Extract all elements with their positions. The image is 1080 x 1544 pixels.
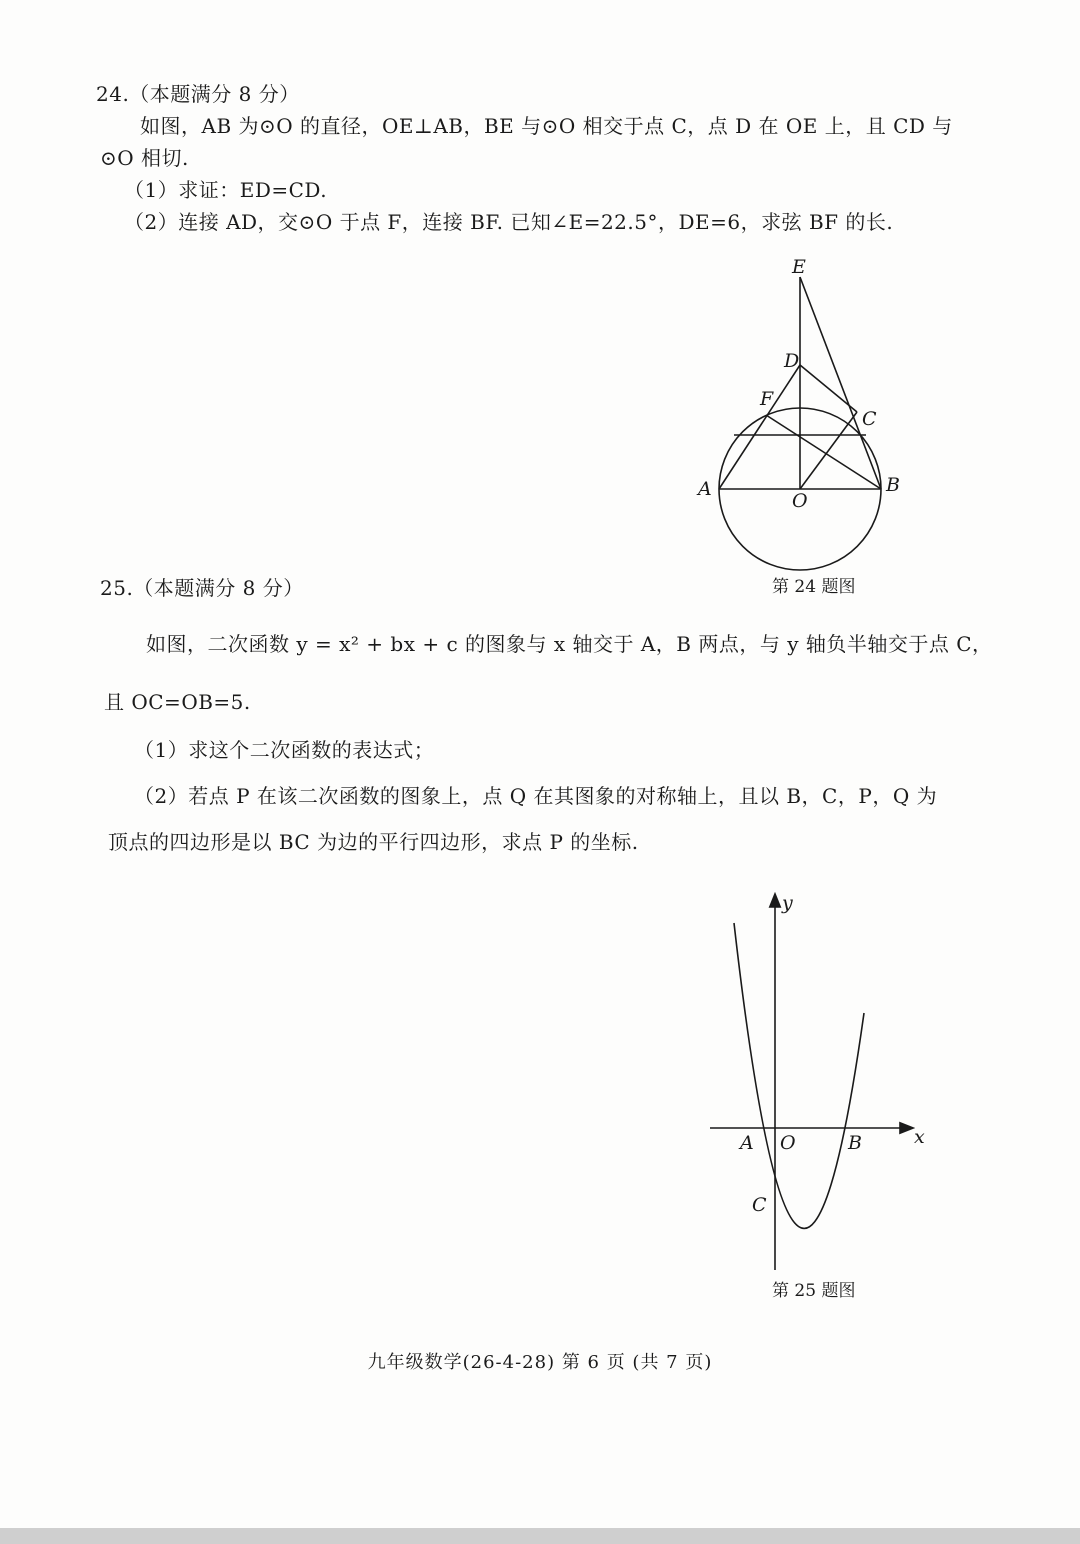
page-footer: 九年级数学(26-4-28) 第 6 页 (共 7 页) — [367, 1352, 713, 1373]
parabola — [734, 923, 864, 1228]
label-y: y — [782, 892, 793, 914]
segment-be — [800, 277, 881, 489]
q24-part1: （1）求证：ED=CD. — [124, 178, 328, 202]
label-b: B — [848, 1132, 862, 1154]
label-b: B — [886, 474, 900, 496]
q25-part1: （1）求这个二次函数的表达式； — [134, 738, 435, 762]
segment-cd — [800, 365, 857, 412]
q25-figure — [700, 885, 940, 1270]
q24-stem-line2: ⊙O 相切. — [100, 146, 189, 170]
label-f: F — [760, 388, 774, 410]
label-c: C — [752, 1194, 767, 1216]
segment-ad — [719, 365, 800, 489]
q25-stem-line1: 如图，二次函数 y = x² + bx + c 的图象与 x 轴交于 A，B 两点，与 y 轴负半轴交于点 C， — [146, 632, 993, 656]
bottom-strip — [0, 1528, 1080, 1544]
q25-header: 25.（本题满分 8 分） — [100, 576, 304, 600]
label-a: A — [740, 1132, 754, 1154]
q25-part2-line2: 顶点的四边形是以 BC 为边的平行四边形，求点 P 的坐标. — [108, 830, 639, 854]
segment-oc — [800, 412, 857, 489]
label-o: O — [780, 1132, 796, 1154]
label-o: O — [792, 490, 808, 512]
label-c: C — [862, 408, 877, 430]
label-d: D — [784, 350, 800, 372]
q25-part2-line1: （2）若点 P 在该二次函数的图象上，点 Q 在其图象的对称轴上，且以 B，C，P，Q 为 — [134, 784, 938, 808]
label-a: A — [698, 478, 712, 500]
q24-figure — [690, 255, 930, 575]
q24-part2: （2）连接 AD，交⊙O 于点 F，连接 BF. 已知∠E=22.5°，DE=6，求弦 BF 的长. — [124, 210, 894, 234]
label-x: x — [914, 1126, 925, 1148]
q24-stem-line1: 如图，AB 为⊙O 的直径，OE⊥AB，BE 与⊙O 相交于点 C，点 D 在 OE 上，且 CD 与 — [140, 114, 953, 138]
q25-stem-line2: 且 OC=OB=5. — [104, 690, 251, 714]
q24-header: 24.（本题满分 8 分） — [96, 82, 300, 106]
q24-figure-caption: 第 24 题图 — [772, 577, 856, 597]
label-e: E — [792, 256, 806, 278]
q25-figure-caption: 第 25 题图 — [772, 1281, 856, 1301]
